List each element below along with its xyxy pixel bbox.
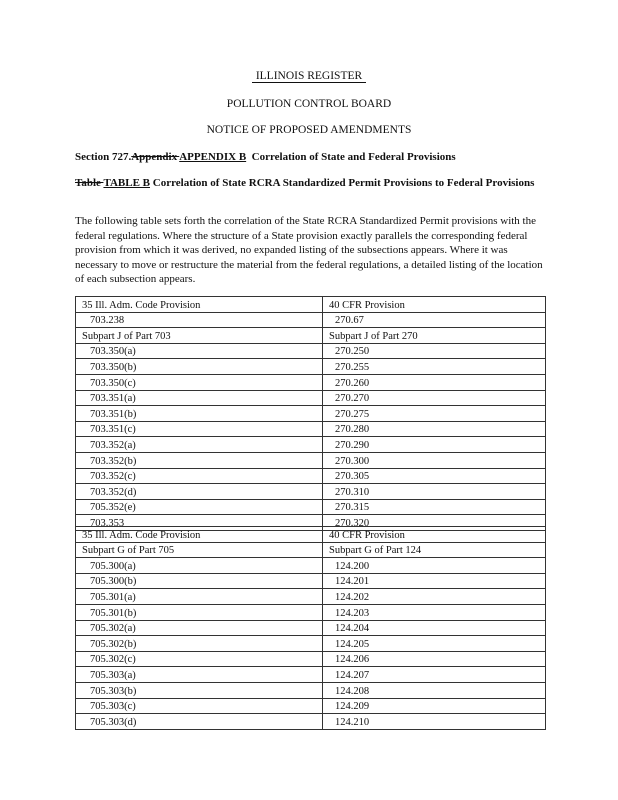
table-row (76, 620, 546, 636)
state-provision-cell: 705.303(d) (76, 714, 323, 730)
table-row (76, 421, 546, 437)
state-provision-cell: 705.300(a) (76, 558, 323, 574)
state-provision-cell: 703.352(c) (76, 468, 323, 484)
table-row (76, 328, 546, 344)
federal-provision-cell: 270.250 (323, 343, 546, 359)
table-row (76, 667, 546, 683)
section-inserted-text: APPENDIX B (179, 151, 247, 163)
table-title-rest: Correlation of State RCRA Standardized Permit Provisions to Federal Provisions (150, 177, 535, 189)
table-row (76, 359, 546, 375)
state-provision-cell: 705.302(b) (76, 636, 323, 652)
section-heading (75, 151, 555, 164)
federal-provision-cell: 124.204 (323, 620, 546, 636)
table-row (76, 698, 546, 714)
state-provision-cell: Subpart G of Part 705 (76, 542, 323, 558)
federal-provision-cell: 270.290 (323, 437, 546, 453)
state-provision-cell: 705.303(a) (76, 667, 323, 683)
intro-paragraph: The following table sets forth the correlation of the State RCRA Standardized Permit provisions with the federal regulations. Where the structure of a State provision exactly parallels the corresponding federal provision from which it was derived, no expanded listing of the subsections appears. Where it was necessary to move or restructure the material from the federal regulations, a detailed listing of the location of each subsection appears. (75, 215, 543, 285)
state-provision-cell: Subpart J of Part 703 (76, 328, 323, 344)
table-row (76, 558, 546, 574)
state-provision-cell: 703.238 (76, 312, 323, 328)
federal-provision-cell: 270.270 (323, 390, 546, 406)
federal-provision-cell: 124.201 (323, 573, 546, 589)
table-row (76, 437, 546, 453)
state-provision-cell: 705.302(a) (76, 620, 323, 636)
table-row (76, 589, 546, 605)
table-row (76, 604, 546, 620)
board-name: POLLUTION CONTROL BOARD (226, 98, 392, 110)
state-provision-cell: 703.351(c) (76, 421, 323, 437)
header-state-provision: 35 Ill. Adm. Code Provision (76, 527, 323, 543)
state-provision-cell: 705.302(c) (76, 651, 323, 667)
table-row (76, 312, 546, 328)
federal-provision-cell: 270.315 (323, 499, 546, 515)
state-provision-cell: 705.352(e) (76, 499, 323, 515)
table-row (76, 452, 546, 468)
table-row (76, 390, 546, 406)
state-provision-cell: 703.350(a) (76, 343, 323, 359)
table-row (76, 651, 546, 667)
section-title-rest: Correlation of State and Federal Provisions (246, 151, 456, 163)
state-provision-cell: 703.350(b) (76, 359, 323, 375)
state-provision-cell: 705.301(a) (76, 589, 323, 605)
state-provision-cell: 705.300(b) (76, 573, 323, 589)
correlation-table-part-705 (75, 526, 546, 730)
header-federal-provision: 40 CFR Provision (323, 527, 546, 543)
header-federal-provision: 40 CFR Provision (323, 297, 546, 313)
table-row (76, 374, 546, 390)
table-heading (75, 177, 555, 190)
federal-provision-cell: 270.255 (323, 359, 546, 375)
table-header-row (76, 527, 546, 543)
table-row (76, 636, 546, 652)
federal-provision-cell: 124.209 (323, 698, 546, 714)
federal-provision-cell: 270.300 (323, 452, 546, 468)
state-provision-cell: 705.303(c) (76, 698, 323, 714)
federal-provision-cell: 270.310 (323, 484, 546, 500)
section-struck-text: Appendix (131, 151, 180, 163)
table-row (76, 484, 546, 500)
federal-provision-cell: 270.275 (323, 406, 546, 422)
federal-provision-cell: 124.203 (323, 604, 546, 620)
correlation-table-part-703 (75, 296, 546, 531)
table-struck-text: Table (75, 177, 104, 189)
state-provision-cell: 703.353 (76, 515, 323, 531)
register-title: ILLINOIS REGISTER (252, 70, 366, 83)
state-provision-cell: 703.351(a) (76, 390, 323, 406)
federal-provision-cell: 270.280 (323, 421, 546, 437)
table-row (76, 406, 546, 422)
state-provision-cell: 705.303(b) (76, 682, 323, 698)
table-row (76, 714, 546, 730)
federal-provision-cell: 124.205 (323, 636, 546, 652)
section-prefix: Section 727. (75, 151, 132, 163)
header-state-provision: 35 Ill. Adm. Code Provision (76, 297, 323, 313)
state-provision-cell: 703.350(c) (76, 374, 323, 390)
federal-provision-cell: 270.305 (323, 468, 546, 484)
table-row (76, 343, 546, 359)
federal-provision-cell: 270.320 (323, 515, 546, 531)
federal-provision-cell: 124.206 (323, 651, 546, 667)
federal-provision-cell: Subpart J of Part 270 (323, 328, 546, 344)
table-row (76, 499, 546, 515)
state-provision-cell: 703.351(b) (76, 406, 323, 422)
state-provision-cell: 703.352(a) (76, 437, 323, 453)
federal-provision-cell: 270.67 (323, 312, 546, 328)
federal-provision-cell: 124.207 (323, 667, 546, 683)
state-provision-cell: 705.301(b) (76, 604, 323, 620)
notice-title: NOTICE OF PROPOSED AMENDMENTS (206, 124, 412, 136)
table-header-row (76, 297, 546, 313)
federal-provision-cell: Subpart G of Part 124 (323, 542, 546, 558)
federal-provision-cell: 270.260 (323, 374, 546, 390)
federal-provision-cell: 124.208 (323, 682, 546, 698)
state-provision-cell: 703.352(b) (76, 452, 323, 468)
register-header (0, 70, 618, 82)
table-row (76, 682, 546, 698)
federal-provision-cell: 124.202 (323, 589, 546, 605)
table-row (76, 468, 546, 484)
table-row (76, 573, 546, 589)
state-provision-cell: 703.352(d) (76, 484, 323, 500)
federal-provision-cell: 124.210 (323, 714, 546, 730)
federal-provision-cell: 124.200 (323, 558, 546, 574)
table-row (76, 542, 546, 558)
table-inserted-text: TABLE B (103, 177, 150, 189)
